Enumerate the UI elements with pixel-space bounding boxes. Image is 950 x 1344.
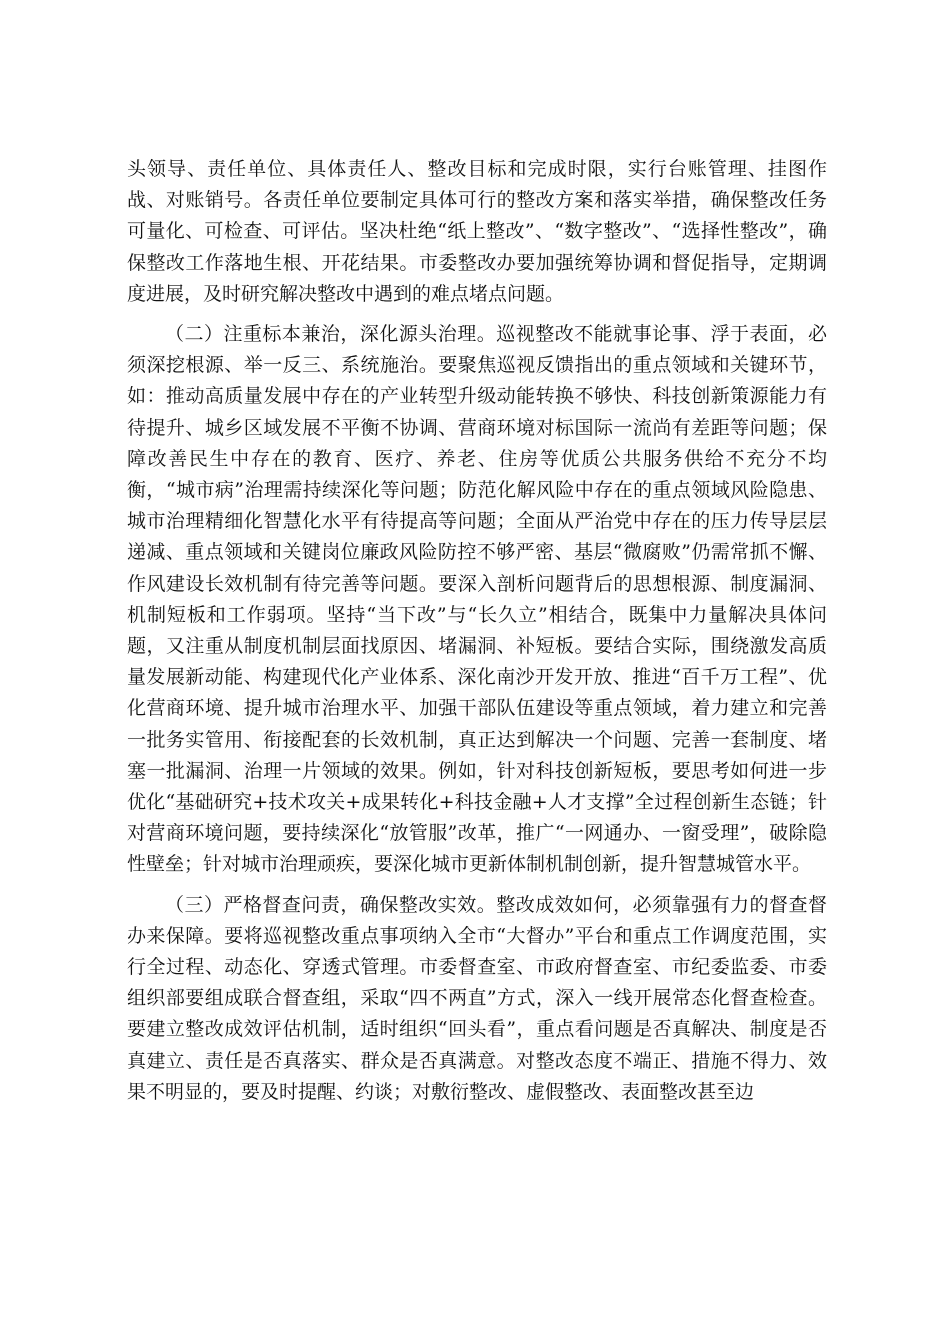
paragraph-continuation: 头领导、责任单位、具体责任人、整改目标和完成时限，实行台账管理、挂图作战、对账销号。各责任单位要制定具体可行的整改方案和落实举措，确保整改任务可量化、可检查、可评估。坚决杜绝“纸上整改”、“数字整改”、“选择性整改”，确保整改工作落地生根、开花结果。市委整改办要加强统筹协调和督促指导，定期调度进展，及时研究解决整改中遇到的难点堵点问题。 — [127, 158, 827, 305]
paragraph-section-three: （三）严格督查问责，确保整改实效。整改成效如何，必须靠强有力的督查督办来保障。要将巡视整改重点事项纳入全市“大督办”平台和重点工作调度范围，实行全过程、动态化、穿透式管理。市委督查室、市政府督查室、市纪委监委、市委组织部要组成联合督查组，采取“四不两直”方式，深入一线开展常态化督查检查。要建立整改成效评估机制，适时组织“回头看”，重点看问题是否真解决、制度是否真建立、责任是否真落实、群众是否真满意。对整改态度不端正、措施不得力、效果不明显的，要及时提醒、约谈；对敷衍整改、虚假整改、表面整改甚至边 — [127, 893, 827, 1103]
document-body — [127, 154, 827, 1117]
paragraph-section-two: （二）注重标本兼治，深化源头治理。巡视整改不能就事论事、浮于表面，必须深挖根源、举一反三、系统施治。要聚焦巡视反馈指出的重点领域和关键环节，如：推动高质量发展中存在的产业转型升级动能转换不够快、科技创新策源能力有待提升、城乡区域发展不平衡不协调、营商环境对标国际一流尚有差距等问题；保障改善民生中存在的教育、医疗、养老、住房等优质公共服务供给不充分不均衡，“城市病”治理需持续深化等问题；防范化解风险中存在的重点领域风险隐患、城市治理精细化智慧化水平有待提高等问题；全面从严治党中存在的压力传导层层递减、重点领域和关键岗位廉政风险防控不够严密、基层“微腐败”仍需常抓不懈、作风建设长效机制有待完善等问题。要深入剖析问题背后的思想根源、制度漏洞、机制短板和工作弱项。坚持“当下改”与“长久立”相结合，既集中力量解决具体问题，又注重从制度机制层面找原因、堵漏洞、补短板。要结合实际，围绕激发高质量发展新动能、构建现代化产业体系、深化南沙开发开放、推进“百千万工程”、优化营商环境、提升城市治理水平、加强干部队伍建设等重点领域，着力建立和完善一批务实管用、衔接配套的长效机制，真正达到解决一个问题、完善一套制度、堵塞一批漏洞、治理一片领域的效果。例如，针对科技创新短板，要思考如何进一步优化“基础研究+技术攻关+成果转化+科技金融+人才支撑”全过程创新生态链；针对营商环境问题，要持续深化“放管服”改革，推广“一网通办、一窗受理”，破除隐性壁垒；针对城市治理顽疾，要深化城市更新体制机制创新，提升智慧城管水平。 — [127, 323, 827, 876]
